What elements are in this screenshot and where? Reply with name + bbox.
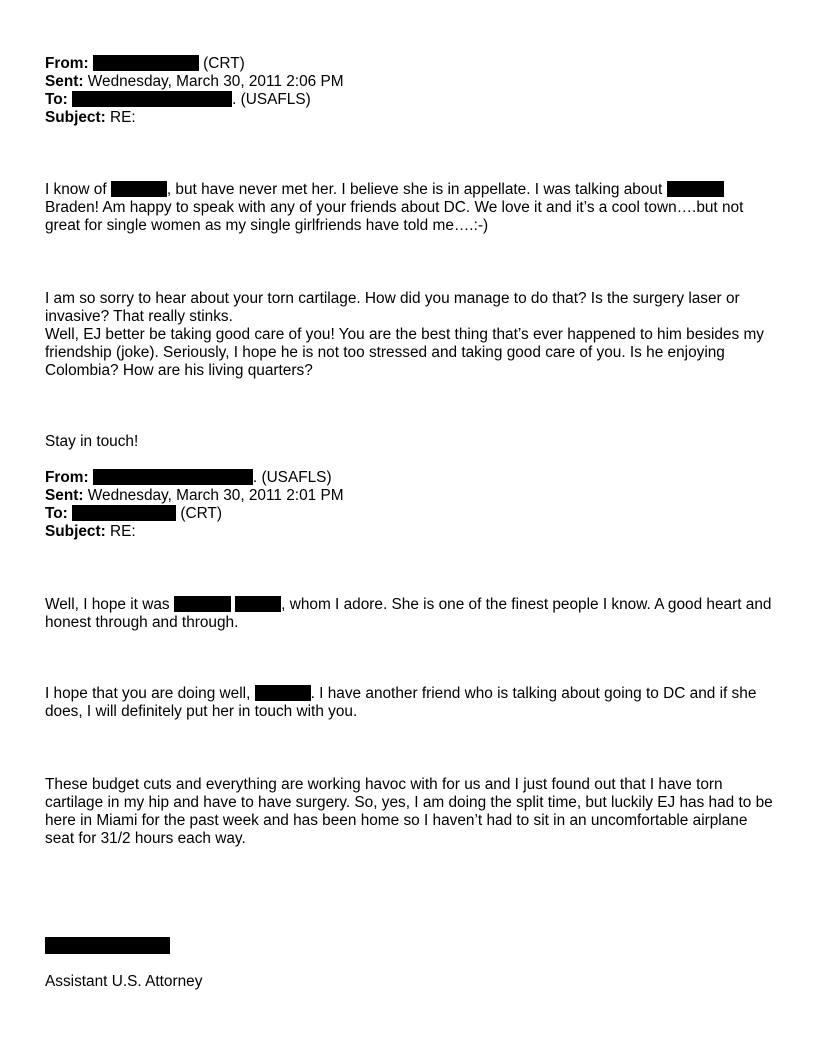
text-run: , but have never met her. I believe she is in appellate. I was talking about (166, 181, 667, 198)
text-run: , whom I adore. She is one of the finest people I know. A good heart and honest through and through. (45, 596, 772, 631)
from-label: From: (45, 469, 89, 486)
text-run: . I have another friend who is talking about going to DC and if she does, I will definitely put her in touch with you. (45, 685, 757, 720)
subject-value: RE: (105, 109, 136, 126)
text-run: Well, EJ better be taking good care of you! You are the best thing that’s ever happened to him besides my friendship (joke). Seriously, I hope he is not too stressed and taking good care of you. Is he enjoying Colombia? How are his living quarters? (45, 326, 764, 379)
from-label: From: (45, 55, 89, 72)
text-run: I hope that you are doing well, (45, 685, 255, 702)
subject-label: Subject: (45, 523, 106, 540)
from-suffix: (CRT) (198, 55, 245, 72)
email1-to-line (45, 91, 775, 109)
sent-label: Sent: (45, 487, 84, 504)
to-suffix: (CRT) (176, 505, 222, 522)
redaction-box (235, 596, 281, 612)
redaction-box (93, 55, 199, 71)
sent-value: Wednesday, March 30, 2011 2:06 PM (83, 73, 344, 90)
redaction-box (667, 181, 724, 197)
email1-paragraph-3 (45, 326, 775, 380)
email1-from-line (45, 55, 775, 73)
text-run: Braden! Am happy to speak with any of your friends about DC. We love it and it’s a cool town….but not great for single women as my single girlfriends have told me….:-) (45, 199, 744, 234)
sent-label: Sent: (45, 73, 84, 90)
email1-header (45, 55, 775, 127)
email1-paragraph-1 (45, 181, 775, 235)
subject-value: RE: (105, 523, 136, 540)
sent-value: Wednesday, March 30, 2011 2:01 PM (83, 487, 344, 504)
email1-paragraph-4 (45, 433, 775, 451)
email2-paragraph-2 (45, 685, 775, 721)
email1-subject-line (45, 109, 775, 127)
email2-header (45, 469, 775, 541)
redaction-box (45, 937, 170, 954)
email2-to-line (45, 505, 775, 523)
email2-sent-line (45, 487, 775, 505)
email2-paragraph-1 (45, 596, 775, 632)
email1-paragraph-2 (45, 290, 775, 326)
email2-from-line (45, 469, 775, 487)
redaction-box (174, 596, 231, 612)
signature (45, 937, 775, 956)
text-run: I know of (45, 181, 111, 198)
redaction-box (111, 181, 167, 197)
to-suffix: . (USAFLS) (232, 91, 311, 108)
subject-label: Subject: (45, 109, 106, 126)
redaction-box (93, 469, 253, 485)
redaction-box (72, 505, 176, 521)
email2-subject-line (45, 523, 775, 541)
to-label: To: (45, 91, 68, 108)
email2-paragraph-3 (45, 776, 775, 848)
text-run: Well, I hope it was (45, 596, 174, 613)
email1-sent-line (45, 73, 775, 91)
text-run: Stay in touch! (45, 433, 139, 450)
text-run: I am so sorry to hear about your torn cartilage. How did you manage to do that? Is the surgery laser or invasive? That really stinks. (45, 290, 740, 325)
from-suffix: . (USAFLS) (252, 469, 332, 486)
signature-title: Assistant U.S. Attorney (45, 973, 203, 990)
redaction-box (72, 91, 232, 107)
text-run: These budget cuts and everything are working havoc with for us and I just found out that I have torn cartilage in my hip and have to have surgery. So, yes, I am doing the split time, but luckily EJ has had to be here in Miami for the past week and has been home so I haven’t had to sit in an uncomfortable airplane seat for 31/2 hours each way. (45, 776, 773, 847)
redaction-box (255, 685, 311, 701)
to-label: To: (45, 505, 68, 522)
